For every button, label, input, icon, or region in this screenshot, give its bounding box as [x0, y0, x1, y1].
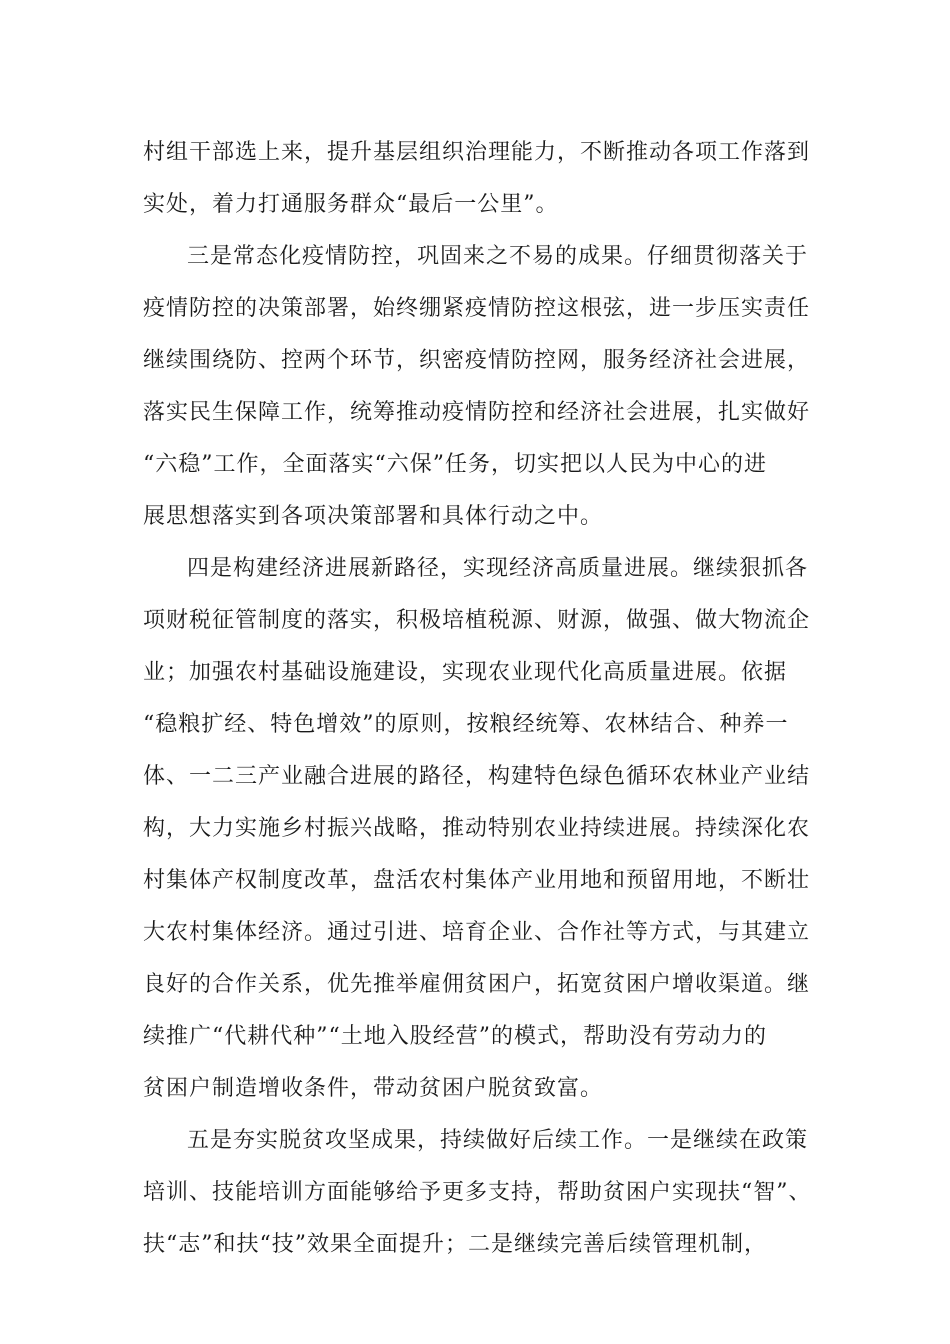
text-line: 业；加强农村基础设施建设，实现农业现代化高质量进展。依据: [143, 660, 788, 685]
text-line: 构，大力实施乡村振兴战略，推动特别农业持续进展。持续深化农: [143, 816, 811, 841]
paragraph-start-line: 四是构建经济进展新路径，实现经济高质量进展。继续狠抓各: [187, 556, 809, 581]
text-line: 村组干部选上来，提升基层组织治理能力，不断推动各项工作落到: [143, 140, 811, 165]
text-line: “六稳”工作，全面落实“六保”任务，切实把以人民为中心的进: [143, 452, 767, 477]
paragraph-start-line: 五是夯实脱贫攻坚成果，持续做好后续工作。一是继续在政策: [187, 1128, 809, 1153]
text-line: 贫困户制造增收条件，带动贫困户脱贫致富。: [143, 1076, 604, 1101]
text-line: 续推广“代耕代种”“土地入股经营”的模式，帮助没有劳动力的: [143, 1024, 767, 1049]
text-line: “稳粮扩经、特色增效”的原则，按粮经统筹、农林结合、种养一: [143, 712, 789, 737]
text-line: 展思想落实到各项决策部署和具体行动之中。: [143, 504, 604, 529]
text-line: 培训、技能培训方面能够给予更多支持，帮助贫困户实现扶“智”、: [143, 1180, 812, 1205]
text-line: 体、一二三产业融合进展的路径，构建特色绿色循环农林业产业结: [143, 764, 811, 789]
text-line: 大农村集体经济。通过引进、培育企业、合作社等方式，与其建立: [143, 920, 811, 945]
document-body: [143, 127, 833, 1271]
paragraph-start-line: 三是常态化疫情防控，巩固来之不易的成果。仔细贯彻落关于: [187, 244, 809, 269]
text-line: 村集体产权制度改革，盘活农村集体产业用地和预留用地，不断壮: [143, 868, 811, 893]
text-line: 良好的合作关系，优先推举雇佣贫困户，拓宽贫困户增收渠道。继: [143, 972, 811, 997]
text-line: 继续围绕防、控两个环节，织密疫情防控网，服务经济社会进展，: [143, 348, 811, 373]
text-line: 疫情防控的决策部署，始终绷紧疫情防控这根弦，进一步压实责任: [143, 296, 811, 321]
text-line: 实处，着力打通服务群众“最后一公里”。: [143, 192, 559, 217]
text-line: 扶“志”和扶“技”效果全面提升；二是继续完善后续管理机制，: [143, 1232, 767, 1257]
text-line: 落实民生保障工作，统筹推动疫情防控和经济社会进展，扎实做好: [143, 400, 811, 425]
text-line: 项财税征管制度的落实，积极培植税源、财源，做强、做大物流企: [143, 608, 811, 633]
